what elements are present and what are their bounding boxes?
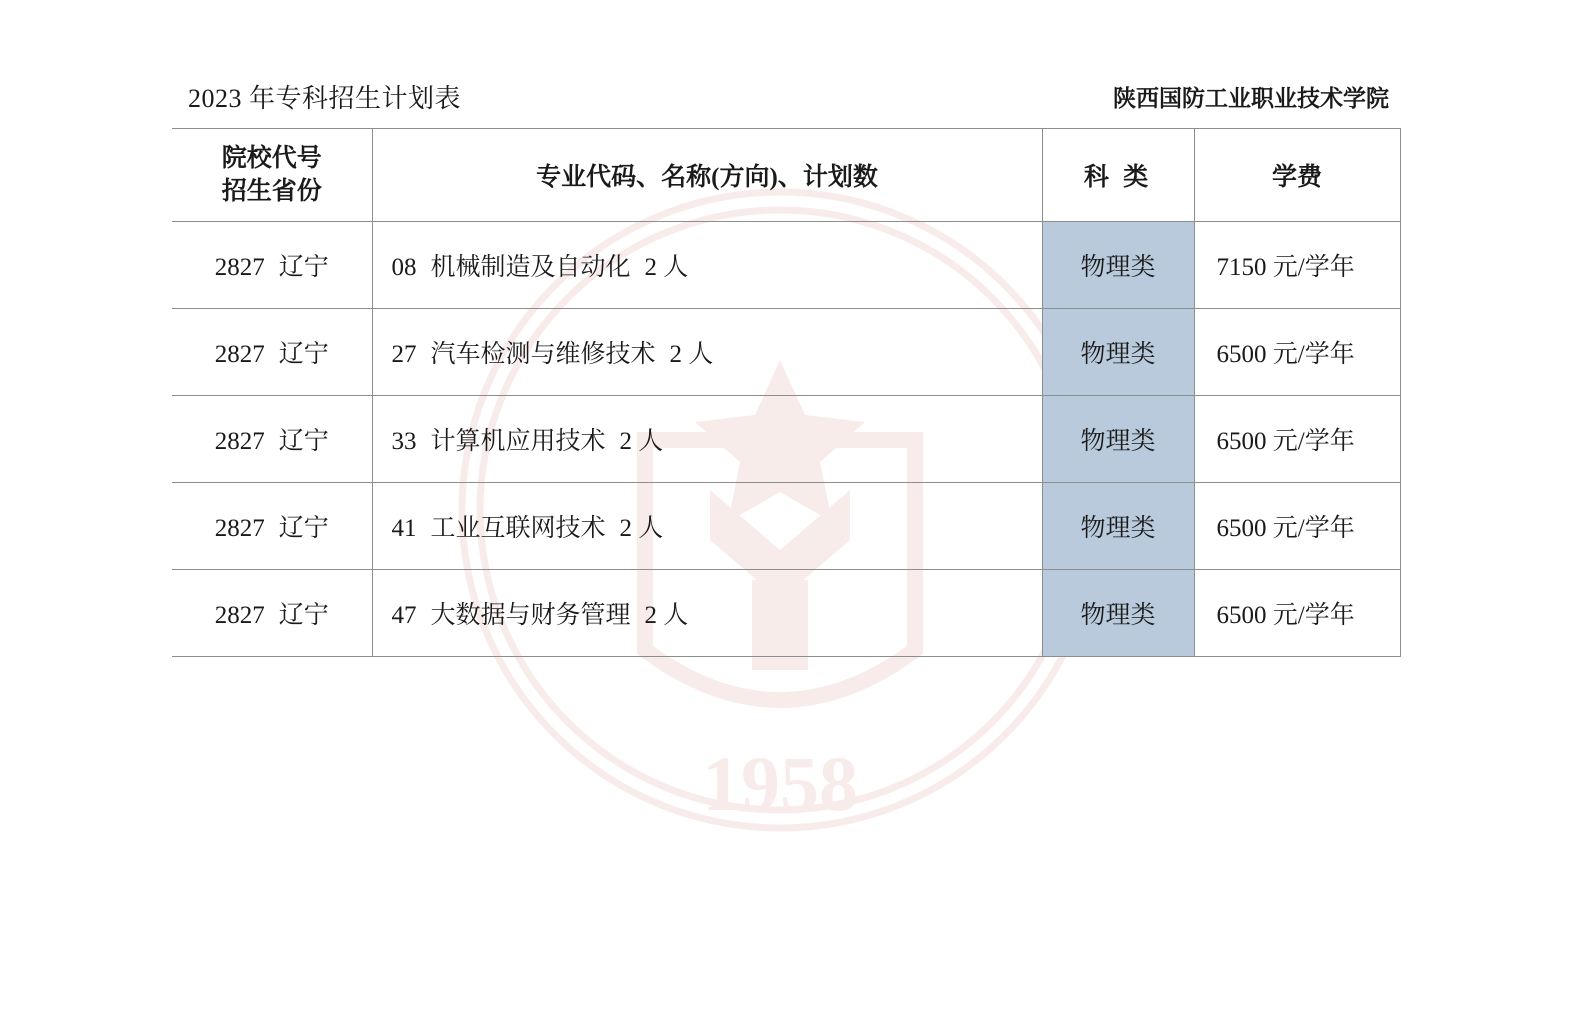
table-row bbox=[172, 309, 1400, 396]
major-code-value: 27 bbox=[391, 341, 417, 368]
province-value: 辽宁 bbox=[278, 254, 329, 281]
column-header-category: 科 类 bbox=[1042, 129, 1194, 222]
major-plan-value: 2 人 bbox=[669, 341, 714, 368]
cell-major bbox=[372, 222, 1042, 309]
major-code-value: 33 bbox=[391, 428, 417, 455]
major-name-value: 机械制造及自动化 bbox=[430, 254, 631, 281]
table-header-row bbox=[172, 129, 1400, 222]
province-value: 辽宁 bbox=[278, 515, 329, 542]
cell-category: 物理类 bbox=[1042, 222, 1194, 309]
cell-school-code bbox=[172, 396, 372, 483]
cell-fee: 6500 元/学年 bbox=[1194, 309, 1400, 396]
cell-school-code bbox=[172, 483, 372, 570]
major-plan-value: 2 人 bbox=[644, 602, 689, 629]
major-name-value: 汽车检测与维修技术 bbox=[430, 341, 656, 368]
major-name-value: 计算机应用技术 bbox=[430, 428, 606, 455]
cell-major bbox=[372, 570, 1042, 657]
table-row bbox=[172, 483, 1400, 570]
major-code-value: 41 bbox=[391, 515, 417, 542]
school-code-value: 2827 bbox=[214, 602, 265, 629]
major-name-value: 大数据与财务管理 bbox=[430, 602, 631, 629]
watermark-year: 1958 bbox=[702, 740, 858, 827]
major-name-value: 工业互联网技术 bbox=[430, 515, 606, 542]
table-row bbox=[172, 570, 1400, 657]
school-code-value: 2827 bbox=[214, 428, 265, 455]
province-value: 辽宁 bbox=[278, 428, 329, 455]
admission-plan-table bbox=[172, 128, 1401, 657]
cell-category: 物理类 bbox=[1042, 396, 1194, 483]
column-header-major: 专业代码、名称(方向)、计划数 bbox=[372, 129, 1042, 222]
table-row bbox=[172, 222, 1400, 309]
column-header-school-code-line1: 院校代号 bbox=[221, 145, 322, 172]
school-code-value: 2827 bbox=[214, 515, 265, 542]
cell-category: 物理类 bbox=[1042, 570, 1194, 657]
cell-school-code bbox=[172, 570, 372, 657]
school-code-value: 2827 bbox=[214, 254, 265, 281]
document-header bbox=[0, 78, 1587, 118]
cell-school-code bbox=[172, 309, 372, 396]
cell-fee: 7150 元/学年 bbox=[1194, 222, 1400, 309]
cell-fee: 6500 元/学年 bbox=[1194, 570, 1400, 657]
table-header bbox=[172, 129, 1400, 222]
column-header-school-code bbox=[172, 129, 372, 222]
major-code-value: 08 bbox=[391, 254, 417, 281]
cell-major bbox=[372, 396, 1042, 483]
school-code-value: 2827 bbox=[214, 341, 265, 368]
cell-school-code bbox=[172, 222, 372, 309]
cell-category: 物理类 bbox=[1042, 309, 1194, 396]
major-code-value: 47 bbox=[391, 602, 417, 629]
table-row bbox=[172, 396, 1400, 483]
cell-major bbox=[372, 309, 1042, 396]
page-title: 2023 年专科招生计划表 bbox=[188, 84, 462, 113]
school-name: 陕西国防工业职业技术学院 bbox=[1113, 86, 1389, 111]
major-plan-value: 2 人 bbox=[644, 254, 689, 281]
plan-table-container bbox=[172, 128, 1400, 657]
province-value: 辽宁 bbox=[278, 341, 329, 368]
major-plan-value: 2 人 bbox=[619, 515, 664, 542]
province-value: 辽宁 bbox=[278, 602, 329, 629]
cell-fee: 6500 元/学年 bbox=[1194, 483, 1400, 570]
column-header-school-code-line2: 招生省份 bbox=[221, 178, 322, 205]
cell-category: 物理类 bbox=[1042, 483, 1194, 570]
table-body bbox=[172, 222, 1400, 657]
major-plan-value: 2 人 bbox=[619, 428, 664, 455]
column-header-fee: 学费 bbox=[1194, 129, 1400, 222]
cell-major bbox=[372, 483, 1042, 570]
cell-fee: 6500 元/学年 bbox=[1194, 396, 1400, 483]
